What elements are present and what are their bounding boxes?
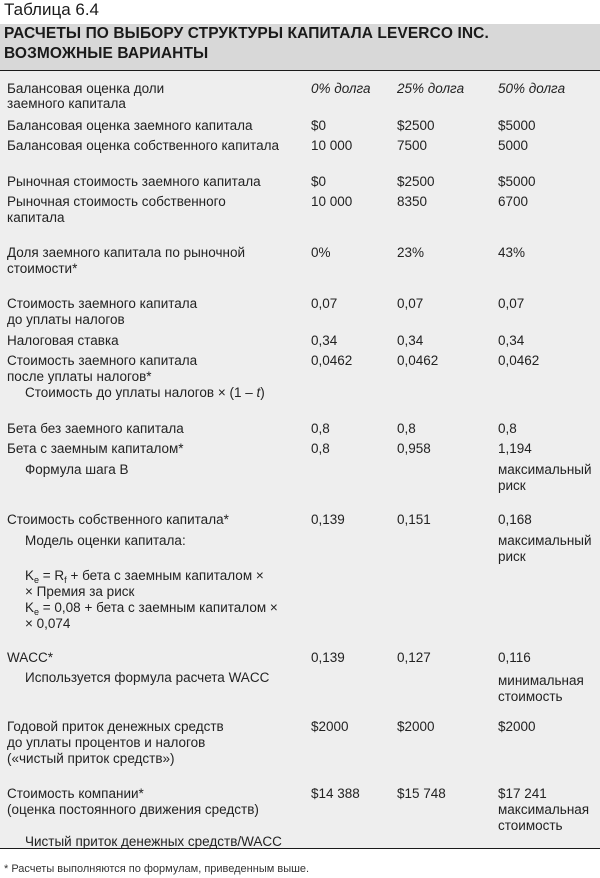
capm-note-2: риск xyxy=(498,549,526,564)
book-share-label-1: Балансовая оценка доли xyxy=(7,81,165,96)
market-equity-50pct: 6700 xyxy=(498,194,529,209)
cost-debt-pretax-0pct: 0,07 xyxy=(311,296,338,311)
book-debt-0pct: $0 xyxy=(311,118,327,133)
beta-unlevered-50pct: 0,8 xyxy=(498,421,517,436)
formula-k: K xyxy=(25,568,35,583)
market-equity-label-2: капитала xyxy=(7,210,65,225)
cost-debt-pretax-25pct: 0,07 xyxy=(397,296,424,311)
beta-levered-label: Бета с заемным капиталом* xyxy=(7,441,184,456)
beta-unlevered-label: Бета без заемного капитала xyxy=(7,421,184,436)
book-equity-label: Балансовая оценка собственного капитала xyxy=(7,138,279,153)
cost-debt-aftertax-0pct: 0,0462 xyxy=(311,353,353,368)
table-title-line-2: ВОЗМОЖНЫЕ ВАРИАНТЫ xyxy=(4,45,209,62)
formula-e-sub: e xyxy=(34,575,40,585)
table-caption: Таблица 6.4 xyxy=(4,0,100,19)
book-equity-25pct: 7500 xyxy=(397,138,428,153)
wacc-50pct: 0,116 xyxy=(498,650,531,665)
market-equity-label-1: Рыночная стоимость собственного xyxy=(7,194,226,209)
beta-unlevered-0pct: 0,8 xyxy=(311,421,330,436)
firm-value-note-1: максимальная xyxy=(498,802,590,817)
debt-share-market-label-1: Доля заемного капитала по рыночной xyxy=(7,245,246,260)
book-equity-0pct: 10 000 xyxy=(311,138,353,153)
firm-value-25pct: $15 748 xyxy=(397,786,446,801)
net-inflow-wacc-label: Чистый приток денежных средств/WACC xyxy=(25,834,282,849)
cost-debt-aftertax-50pct: 0,0462 xyxy=(498,353,540,368)
cost-debt-pretax-50pct: 0,07 xyxy=(498,296,525,311)
formula-f-sub: f xyxy=(64,575,67,585)
column-header-50pct: 50% долга xyxy=(498,81,566,96)
cost-equity-50pct: 0,168 xyxy=(498,512,532,527)
formula-numeric-text: = 0,08 + бета с заемным капиталом × xyxy=(39,600,278,615)
capm-formula-line-4: × 0,074 xyxy=(25,616,71,631)
beta-levered-0pct: 0,8 xyxy=(311,441,330,456)
book-debt-label: Балансовая оценка заемного капитала xyxy=(7,118,253,133)
cost-debt-aftertax-label-2: после уплаты налогов* xyxy=(7,369,152,384)
cash-inflow-label-3: («чистый приток средств») xyxy=(7,751,175,766)
market-debt-0pct: $0 xyxy=(311,174,327,189)
wacc-label: WACC* xyxy=(7,650,53,665)
cash-inflow-0pct: $2000 xyxy=(311,719,349,734)
capm-note-1: максимальный xyxy=(498,533,592,548)
footnote: * Расчеты выполняются по формулам, приведенным выше. xyxy=(4,863,310,875)
formula-r: R xyxy=(54,568,65,583)
formula-t: t xyxy=(256,385,261,400)
firm-value-label-1: Стоимость компании* xyxy=(7,786,144,801)
firm-value-note-2: стоимость xyxy=(498,818,563,833)
cost-debt-aftertax-25pct: 0,0462 xyxy=(397,353,439,368)
wacc-0pct: 0,139 xyxy=(311,650,345,665)
book-debt-25pct: $2500 xyxy=(397,118,435,133)
cost-equity-label: Стоимость собственного капитала* xyxy=(7,512,229,527)
tax-rate-50pct: 0,34 xyxy=(498,333,525,348)
cost-debt-pretax-label-2: до уплаты налогов xyxy=(7,312,125,327)
market-debt-label: Рыночная стоимость заемного капитала xyxy=(7,174,261,189)
cost-debt-pretax-label-1: Стоимость заемного капитала xyxy=(7,296,198,311)
cash-inflow-label-2: до уплаты процентов и налогов xyxy=(7,735,206,750)
capm-label: Модель оценки капитала: xyxy=(25,533,186,548)
wacc-note-2: стоимость xyxy=(498,689,563,704)
book-debt-50pct: $5000 xyxy=(498,118,536,133)
column-header-0pct: 0% долга xyxy=(311,81,371,96)
cost-equity-0pct: 0,139 xyxy=(311,512,345,527)
top-rule xyxy=(0,70,600,71)
beta-unlevered-25pct: 0,8 xyxy=(397,421,416,436)
market-debt-25pct: $2500 xyxy=(397,174,435,189)
cost-debt-aftertax-label-1: Стоимость заемного капитала xyxy=(7,353,198,368)
cost-debt-aftertax-formula xyxy=(25,385,265,401)
table-title-line-1: РАСЧЕТЫ ПО ВЫБОРУ СТРУКТУРЫ КАПИТАЛА LEVERCO INC. xyxy=(4,25,489,42)
debt-share-market-label-2: стоимости* xyxy=(7,261,78,276)
debt-share-market-25pct: 23% xyxy=(397,245,425,260)
market-equity-25pct: 8350 xyxy=(397,194,428,209)
capm-formula-line-1 xyxy=(25,568,264,584)
capm-formula-line-3 xyxy=(25,600,278,616)
tax-rate-25pct: 0,34 xyxy=(397,333,424,348)
book-share-label-2: заемного капитала xyxy=(7,96,126,111)
market-debt-50pct: $5000 xyxy=(498,174,536,189)
cash-inflow-25pct: $2000 xyxy=(397,719,435,734)
cash-inflow-50pct: $2000 xyxy=(498,719,536,734)
debt-share-market-50pct: 43% xyxy=(498,245,526,260)
step-b-note-2: риск xyxy=(498,478,526,493)
step-b-label: Формула шага В xyxy=(25,462,129,477)
book-equity-50pct: 5000 xyxy=(498,138,529,153)
wacc-formula-label: Используется формула расчета WACC xyxy=(25,670,270,685)
market-equity-0pct: 10 000 xyxy=(311,194,353,209)
column-header-25pct: 25% долга xyxy=(397,81,465,96)
wacc-note-1: минимальная xyxy=(498,673,584,688)
firm-value-label-2: (оценка постоянного движения средств) xyxy=(7,802,259,817)
step-b-note-1: максимальный xyxy=(498,462,592,477)
formula-close: ) xyxy=(260,385,265,400)
beta-levered-25pct: 0,958 xyxy=(397,441,431,456)
tax-rate-label: Налоговая ставка xyxy=(7,333,119,348)
firm-value-50pct: $17 241 xyxy=(498,786,547,801)
formula-k-2: K xyxy=(25,600,35,615)
debt-share-market-0pct: 0% xyxy=(311,245,331,260)
formula-equals: = xyxy=(39,568,55,583)
formula-e-sub-2: e xyxy=(34,607,40,617)
cost-equity-25pct: 0,151 xyxy=(397,512,431,527)
firm-value-0pct: $14 388 xyxy=(311,786,360,801)
cash-inflow-label-1: Годовой приток денежных средств xyxy=(7,719,224,734)
capm-formula-line-2: × Премия за риск xyxy=(25,584,135,599)
beta-levered-50pct: 1,194 xyxy=(498,441,532,456)
formula-text: Стоимость до уплаты налогов × (1 – xyxy=(25,385,257,400)
tax-rate-0pct: 0,34 xyxy=(311,333,338,348)
formula-beta-text: + бета с заемным капиталом × xyxy=(66,568,264,583)
wacc-25pct: 0,127 xyxy=(397,650,431,665)
